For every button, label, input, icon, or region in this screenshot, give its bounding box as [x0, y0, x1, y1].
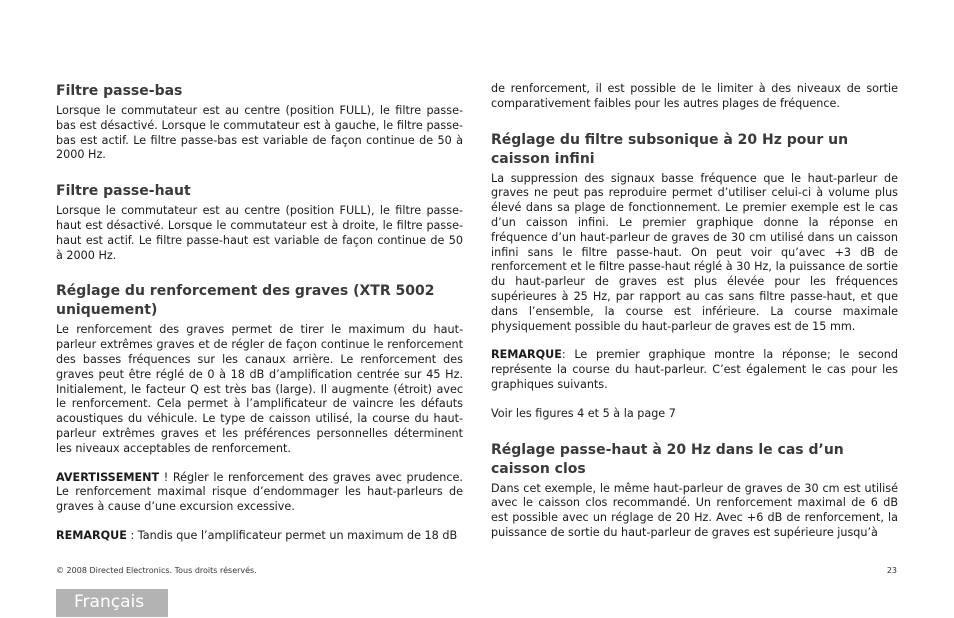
language-tab: Français	[56, 589, 168, 617]
heading-caisson-clos: Réglage passe-haut à 20 Hz dans le cas d’un caisson clos	[491, 441, 844, 477]
page-number: 23	[886, 566, 897, 575]
remark-text-left: : Tandis que l’amplificateur permet un maximum de 18 dB	[126, 528, 458, 542]
remark-label-right: REMARQUE	[491, 348, 562, 362]
remark-paragraph-left	[56, 529, 463, 544]
see-figures-text: Voir les figures 4 et 5 à la page 7	[491, 406, 676, 420]
heading-renforcement-graves: Réglage du renforcement des graves (XTR 5002 uniquement)	[56, 283, 435, 319]
heading-filtre-passe-haut: Filtre passe-haut	[56, 183, 191, 200]
remark-label-left: REMARQUE	[56, 528, 127, 542]
paragraph-filtre-subsonique: La suppression des signaux basse fréquence que le haut-parleur de graves ne peut pas reproduire permet d’utiliser celui-ci à volume plus élevé dans sa plage de fonctionnement. Le premier exemple est le cas d’un caisson infini. Le premier graphique donne la réponse en fréquence d’un haut-parleur de graves de 30 cm utilisé dans un caisson infini sans le filtre passe-haut. On peut voir qu’avec +3 dB de renforcement et le filtre passe-haut réglé à 30 Hz, la puissance de sortie du haut-parleur de graves est plus élevée pour les fréquences supérieures à 25 Hz, par rapport au cas sans filtre passe-haut, et que dans l’ensemble, la course est inférieure. La course maximale physiquement possible du haut-parleur de graves est de 15 mm.	[491, 171, 898, 333]
warning-text: ! Régler le renforcement des graves avec prudence. Le renforcement maximal risque d’endommager les haut-parleurs de graves à cause d’une excursion excessive.	[56, 470, 463, 514]
heading-filtre-subsonique: Réglage du filtre subsonique à 20 Hz pour un caisson infini	[491, 131, 849, 167]
paragraph-filtre-passe-bas: Lorsque le commutateur est au centre (position FULL), le filtre passe-bas est désactivé. Lorsque le commutateur est à gauche, le filtre passe-bas est actif. Le filtre passe-bas est variable de façon continue de 50 à 2000 Hz.	[56, 104, 463, 162]
paragraph-filtre-passe-haut: Lorsque le commutateur est au centre (position FULL), le filtre passe-haut est désactivé. Lorsque le commutateur est à droite, le filtre passe-haut est actif. Le filtre passe-haut est variable de façon continue de 50 à 2000 Hz.	[56, 204, 463, 262]
paragraph-renforcement-graves: Le renforcement des graves permet de tirer le maximum du haut-parleur extrêmes graves et de régler de façon continue le renforcement des basses fréquences sur les canaux arrière. Le renforcement des graves peut être réglé de 0 à 18 dB d’amplification centrée sur 45 Hz. Initialement, le facteur Q est très bas (large). Il augmente (étroit) avec le renforcement. Cela permet à l’amplificateur de vaincre les défauts acoustiques du véhicule. Le type de caisson utilisé, la course du haut-parleur extrêmes graves et les préférences personnelles déterminent les niveaux acceptables de renforcement.	[56, 323, 463, 455]
paragraph-continuation: de renforcement, il est possible de le limiter à des niveaux de sortie comparativement faibles pour les autres plages de fréquence.	[491, 82, 898, 110]
remark-text-right: : Le premier graphique montre la réponse; le second représente la course du haut-parleur. C’est également le cas pour les graphiques suivants.	[491, 348, 898, 391]
paragraph-caisson-clos: Dans cet exemple, le même haut-parleur de graves de 30 cm est utilisé avec le caisson clos recommandé. Un renforcement maximal de 6 dB est possible avec un réglage de 20 Hz. Avec +6 dB de renforcement, la puissance de sortie du haut-parleur de graves est supérieure jusqu’à	[491, 481, 898, 539]
right-column	[491, 82, 898, 541]
left-column	[56, 82, 463, 544]
copyright-text: © 2008 Directed Electronics. Tous droits réservés.	[56, 566, 257, 575]
remark-paragraph-right	[491, 348, 898, 392]
heading-filtre-passe-bas: Filtre passe-bas	[56, 83, 183, 99]
warning-paragraph	[56, 471, 463, 515]
warning-label: AVERTISSEMENT	[56, 470, 160, 484]
